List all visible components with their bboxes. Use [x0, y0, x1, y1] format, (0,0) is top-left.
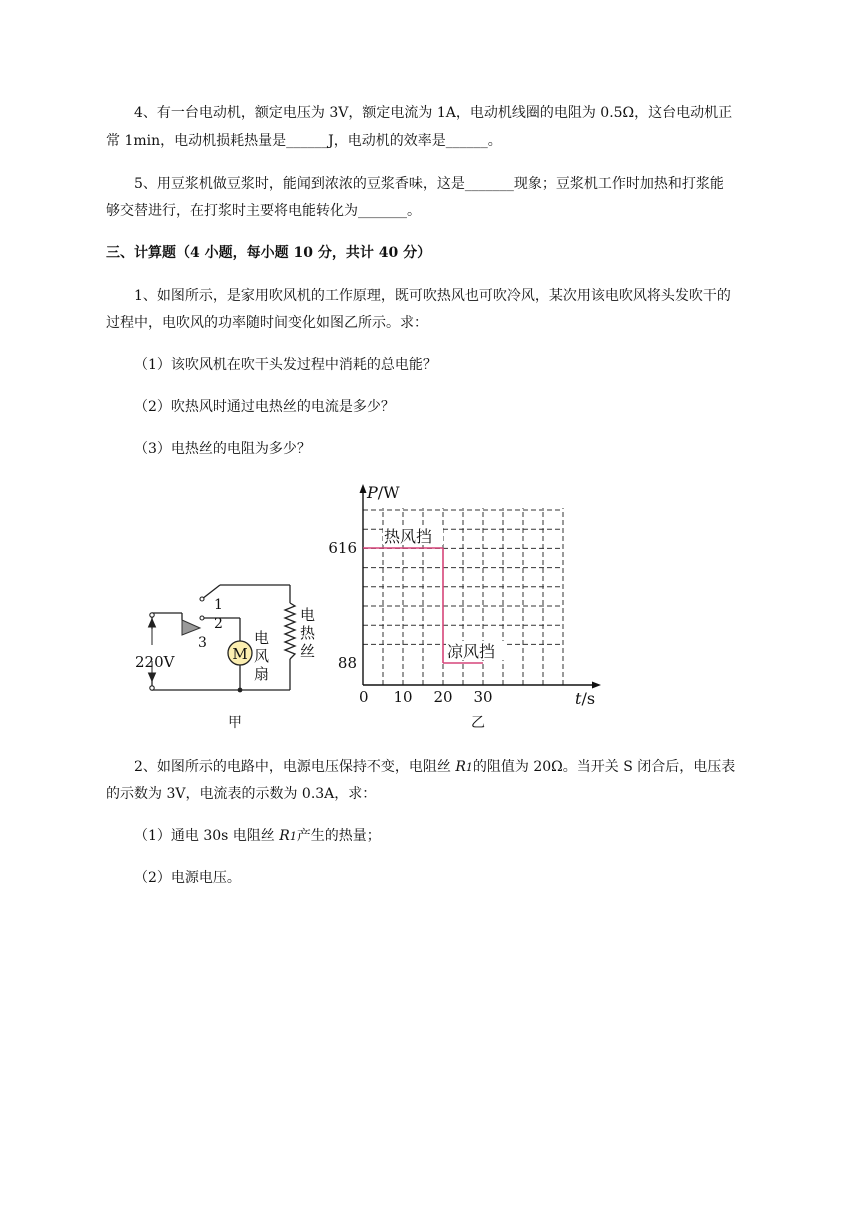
- c1-question-1: （1）该吹风机在吹干头发过程中消耗的总电能？: [134, 357, 437, 373]
- x-axis-arrow: [592, 682, 601, 689]
- switch-label-3: 3: [198, 635, 207, 651]
- c2-question-1: [134, 826, 381, 847]
- q5-line1: 5、用豆浆机做豆浆时，能闻到浓浓的豆浆香味，这是_______现象；豆浆机工作时加热和打浆能: [134, 176, 724, 192]
- x-axis-label: t/s: [575, 689, 596, 708]
- voltage-label: 220V: [135, 653, 175, 671]
- section-title: 三、计算题（4 小题，每小题 10 分，共计 40 分）: [106, 245, 432, 261]
- heater-label-3: 丝: [300, 642, 316, 660]
- origin-label: 0: [359, 688, 369, 706]
- c1-question-2: （2）吹热风时通过电热丝的电流是多少？: [134, 399, 395, 415]
- c2-q1-text-b: 产生的热量；: [296, 828, 381, 844]
- c2-line1: [134, 757, 735, 778]
- q5-line2: 够交替进行，在打浆时主要将电能转化为_______。: [106, 203, 421, 219]
- c2-line1-text-b: 的阻值为 20Ω。当开关 S 闭合后，电压表: [472, 759, 736, 775]
- circuit-diagram: [130, 575, 330, 735]
- x-tick-label-3: 30: [473, 688, 493, 706]
- c2-q1-text-a: （1）通电 30s 电阻丝: [134, 828, 280, 844]
- c2-line1-text-a: 2、如图所示的电路中，电源电压保持不变，电阻丝: [134, 759, 456, 775]
- y-tick-label-2: 616: [328, 539, 357, 557]
- x-tick-label-2: 20: [433, 688, 453, 706]
- chart-caption: 乙: [471, 715, 485, 731]
- circuit-caption: 甲: [228, 715, 242, 731]
- r1-variable: R: [279, 828, 290, 844]
- y-axis-label: P/W: [367, 483, 400, 502]
- y-axis-arrow: [360, 484, 367, 493]
- motor-label-2: 风: [254, 647, 270, 665]
- motor-symbol: M: [232, 645, 248, 663]
- r1-variable: R: [455, 759, 466, 775]
- r1-subscript: 1: [289, 830, 297, 843]
- heater-label-1: 电: [300, 606, 316, 624]
- motor-label-3: 扇: [254, 665, 270, 683]
- c1-line1: 1、如图所示，是家用吹风机的工作原理，既可吹热风也可吹冷风，某次用该电吹风将头发吹干的: [134, 288, 731, 304]
- motor-label-1: 电: [254, 629, 270, 647]
- c2-line2: 的示数为 3V，电流表的示数为 0.3A，求：: [106, 786, 377, 802]
- q4-line2: 常 1min，电动机损耗热量是______J，电动机的效率是______。: [106, 133, 502, 149]
- power-time-chart: [325, 478, 615, 708]
- x-tick-label-1: 10: [393, 688, 413, 706]
- c1-question-3: （3）电热丝的电阻为多少？: [134, 441, 311, 457]
- switch-label-1: 1: [214, 597, 223, 613]
- y-tick-label-1: 88: [337, 654, 357, 672]
- series-label-hot: 热风挡: [384, 527, 433, 546]
- series-label-cool: 凉风挡: [447, 642, 496, 661]
- c1-line2: 过程中，电吹风的功率随时间变化如图乙所示。求：: [106, 315, 428, 331]
- q4-line1: 4、有一台电动机，额定电压为 3V，额定电流为 1A，电动机线圈的电阻为 0.5Ω，这台电动机正: [134, 105, 733, 121]
- r1-subscript: 1: [465, 761, 473, 774]
- heater-label-2: 热: [300, 624, 316, 642]
- switch-label-2: 2: [214, 616, 223, 632]
- c2-question-2: （2）电源电压。: [134, 870, 241, 886]
